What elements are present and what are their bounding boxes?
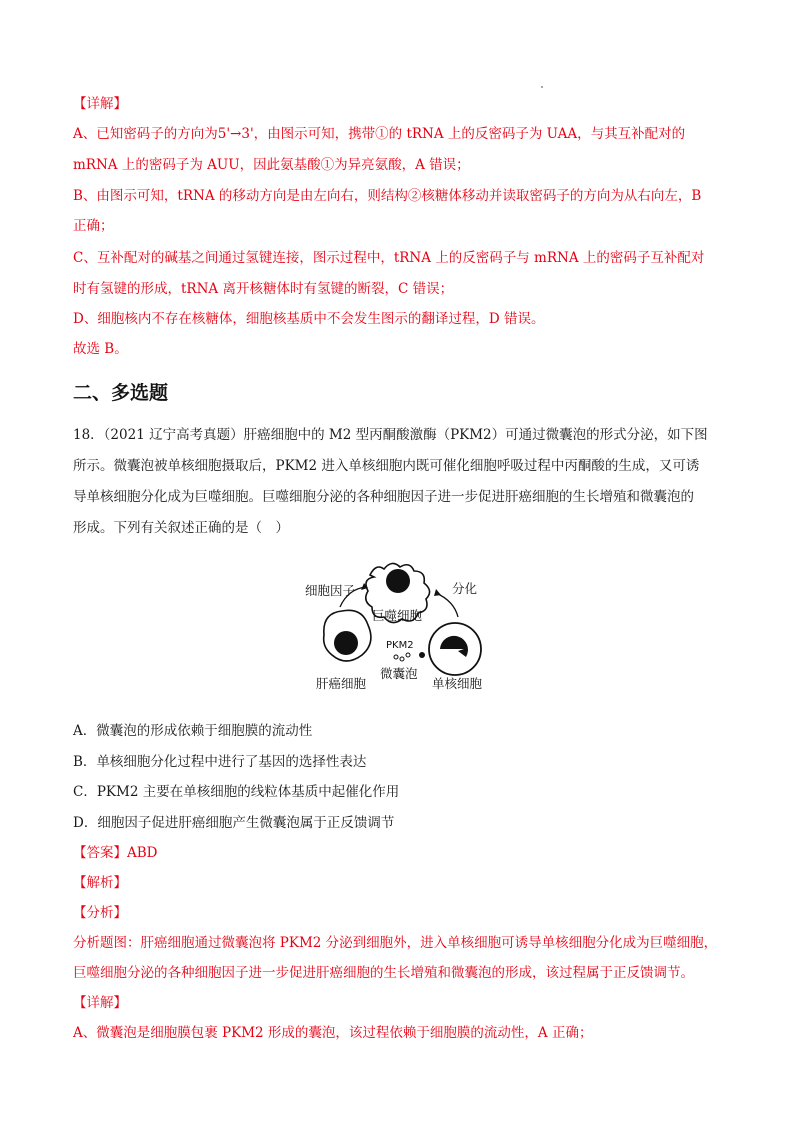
detail2-line: A、微囊泡是细胞膜包裹 PKM2 形成的囊泡，该过程依赖于细胞膜的流动性，A 正确； — [73, 1025, 593, 1041]
answer: 【答案】ABD — [73, 845, 158, 861]
detail-line: mRNA 上的密码子为 AUU，因此氨基酸①为异亮氨酸，A 错误； — [73, 157, 470, 173]
option-c: C．PKM2 主要在单核细胞的线粒体基质中起催化作用 — [73, 784, 400, 800]
liver-cancer-cell — [324, 610, 371, 661]
vesicle — [394, 655, 398, 659]
monocyte-cell — [429, 623, 481, 675]
label-liver-cancer: 肝癌细胞 — [316, 676, 367, 691]
analysis-heading: 【解析】 — [73, 875, 127, 891]
cell-diagram — [300, 545, 500, 695]
label-vesicle: 微囊泡 — [380, 666, 418, 681]
vesicle — [400, 657, 404, 661]
detail-line: A、已知密码子的方向为5'→3'，由图示可知，携带①的 tRNA 上的反密码子为 UAA，与其互补配对的 — [73, 126, 686, 142]
option-b: B．单核细胞分化过程中进行了基因的选择性表达 — [73, 754, 367, 770]
detail-line: 故选 B。 — [73, 341, 128, 357]
fenxi-line: 分析题图：肝癌细胞通过微囊泡将 PKM2 分泌到细胞外，进入单核细胞可诱导单核细胞分化成为巨噬细胞， — [73, 935, 718, 951]
stray-dot — [541, 86, 543, 88]
question-line: 导单核细胞分化成为巨噬细胞。巨噬细胞分泌的各种细胞因子进一步促进肝癌细胞的生长增殖和微囊泡的 — [73, 489, 694, 505]
arrow-differentiate — [436, 593, 458, 617]
label-cytokine: 细胞因子 — [305, 583, 356, 598]
vesicle — [406, 653, 410, 657]
detail2-heading: 【详解】 — [73, 995, 127, 1011]
fenxi-heading: 【分析】 — [73, 905, 127, 921]
label-differentiate: 分化 — [452, 581, 478, 596]
fenxi-line: 巨噬细胞分泌的各种细胞因子进一步促进肝癌细胞的生长增殖和微囊泡的形成，该过程属于正反馈调节。 — [73, 965, 694, 981]
question-line: 所示。微囊泡被单核细胞摄取后，PKM2 进入单核细胞内既可催化细胞呼吸过程中丙酮酸的生成，又可诱 — [73, 458, 700, 474]
detail-line: D、细胞核内不存在核糖体，细胞核基质中不会发生图示的翻译过程，D 错误。 — [73, 311, 545, 327]
detail-heading: 【详解】 — [73, 96, 127, 112]
label-monocyte: 单核细胞 — [432, 676, 483, 691]
option-a: A．微囊泡的形成依赖于细胞膜的流动性 — [73, 723, 313, 739]
arrow-head-icon — [434, 589, 441, 596]
section-title: 二、多选题 — [73, 382, 169, 404]
option-d: D．细胞因子促进肝癌细胞产生微囊泡属于正反馈调节 — [73, 815, 395, 831]
detail-line: 时有氢键的形成，tRNA 离开核糖体时有氢键的断裂，C 错误； — [73, 281, 454, 297]
question-line: 18．（2021 辽宁高考真题）肝癌细胞中的 M2 型丙酮酸激酶（PKM2）可通过微囊泡的形式分泌，如下图 — [73, 427, 708, 443]
question-line: 形成。下列有关叙述正确的是（ ） — [73, 520, 289, 536]
vesicle — [419, 652, 425, 658]
detail-line: 正确； — [73, 218, 114, 234]
label-pkm2: PKM2 — [386, 640, 414, 651]
detail-line: B、由图示可知，tRNA 的移动方向是由左向右，则结构②核糖体移动并读取密码子的方向为从右向左，B — [73, 188, 702, 204]
detail-line: C、互补配对的碱基之间通过氢键连接，图示过程中，tRNA 上的反密码子与 mRNA 上的密码子互补配对 — [73, 250, 705, 266]
label-macrophage: 巨噬细胞 — [372, 608, 423, 623]
